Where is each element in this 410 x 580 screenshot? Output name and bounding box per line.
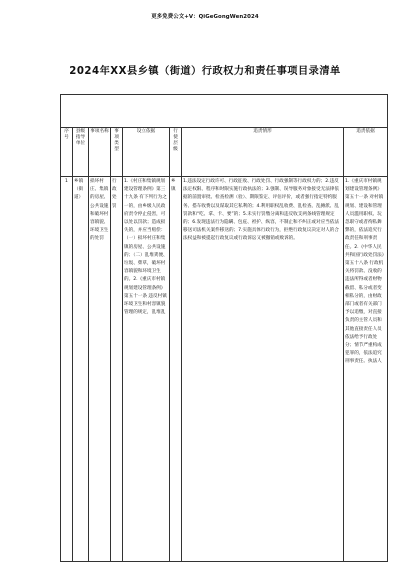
responsibility-table [60, 94, 388, 562]
header-liability-basis: 追责依据 [344, 128, 388, 177]
header-basis: 设立依据 [123, 128, 170, 177]
cell-item-type: 行政处罚 [111, 177, 123, 562]
cell-seq: 1 [61, 177, 73, 562]
header-level: 行使层级 [170, 128, 182, 177]
header-item-type: 事项类型 [111, 128, 123, 177]
cell-guide-unit: 乡镇（街道） [73, 177, 89, 562]
watermark-text: 更多免费公文+V：QiGeGongWen2024 [151, 14, 259, 20]
table-row [61, 177, 388, 562]
header-item-name: 事项名称 [89, 128, 111, 177]
document-title: 2024年XX县乡镇（街道）行政权力和责任事项目录清单 [69, 66, 341, 77]
header-liability: 追责情形 [182, 128, 344, 177]
cell-liability-basis: 1.《重庆市村镇规划建设管理条例》第五十一条 对村镇规划、建设和管理人员滥用职权、玩忽职守或者徇私舞弊的，依法追究行政责任和刑事责任。2.《中华人民共和国行政处罚法》第五十八条 行政机关将罚款、没收的违法所得或者财物截留、私分或者变相私分的，由财政部门或者有关部门予以追缴，对直接负责的主管人员和其他直接责任人员依法给予行政处分；情节严重构成犯罪的，依法追究刑事责任。执法人 [344, 177, 388, 562]
cell-level: 乡镇 [170, 177, 182, 562]
cell-basis: 1.《村庄和集镇规划建设管理条例》第三十九条 有下列行为之一的，由乡级人民政府责令停止侵害，可以处以罚款；造成损失的，并应当赔偿：（一）损坏村庄和集镇的房屋、公共设施的；（二）乱堆粪便、垃圾、柴草，破坏村容镇貌和环境卫生的。2.《重庆市村镇规划建设管理条例》第五十一条 违反村镇环境卫生和村容镇貌管理的规定，乱堆乱 [123, 177, 170, 562]
blank-cell [61, 95, 388, 128]
table-blank-row [61, 95, 388, 128]
header-seq: 序号 [61, 128, 73, 177]
header-guide-unit: 县级指导单位 [73, 128, 89, 177]
cell-liability: 1.违法设定行政许可、行政征收、行政处罚、行政强制等行政权力的；2.违反法定权限、程序和时限实施行政执法的；3.强制、误导服务对象接受无法律依据的前置审批、检查检测（验）、期限鉴定、评估评价，或者强行指定特约服务、搭车收费以及谋取其它私利的；4.利用职权乱收费、乱检查、乱摊派、乱罚款和“吃、拿、卡、要”的；5.未实行罚缴分离和违反收支两条线管理规定的；6.发现违法行为隐瞒、包庇、袒护、纵容，不制止和不纠正或对应当依法移送司法机关案件移送的；7.实施具体行政行为，拒绝行政复议决定对人的合法权益和被提起行政复议或行政诉讼又被撤销或败诉的。 [182, 177, 344, 562]
cell-item-name: 损坏村庄、集镇的房屋、公共设施和破坏村容镇貌、环境卫生的处罚 [89, 177, 111, 562]
table-header-row [61, 128, 388, 177]
